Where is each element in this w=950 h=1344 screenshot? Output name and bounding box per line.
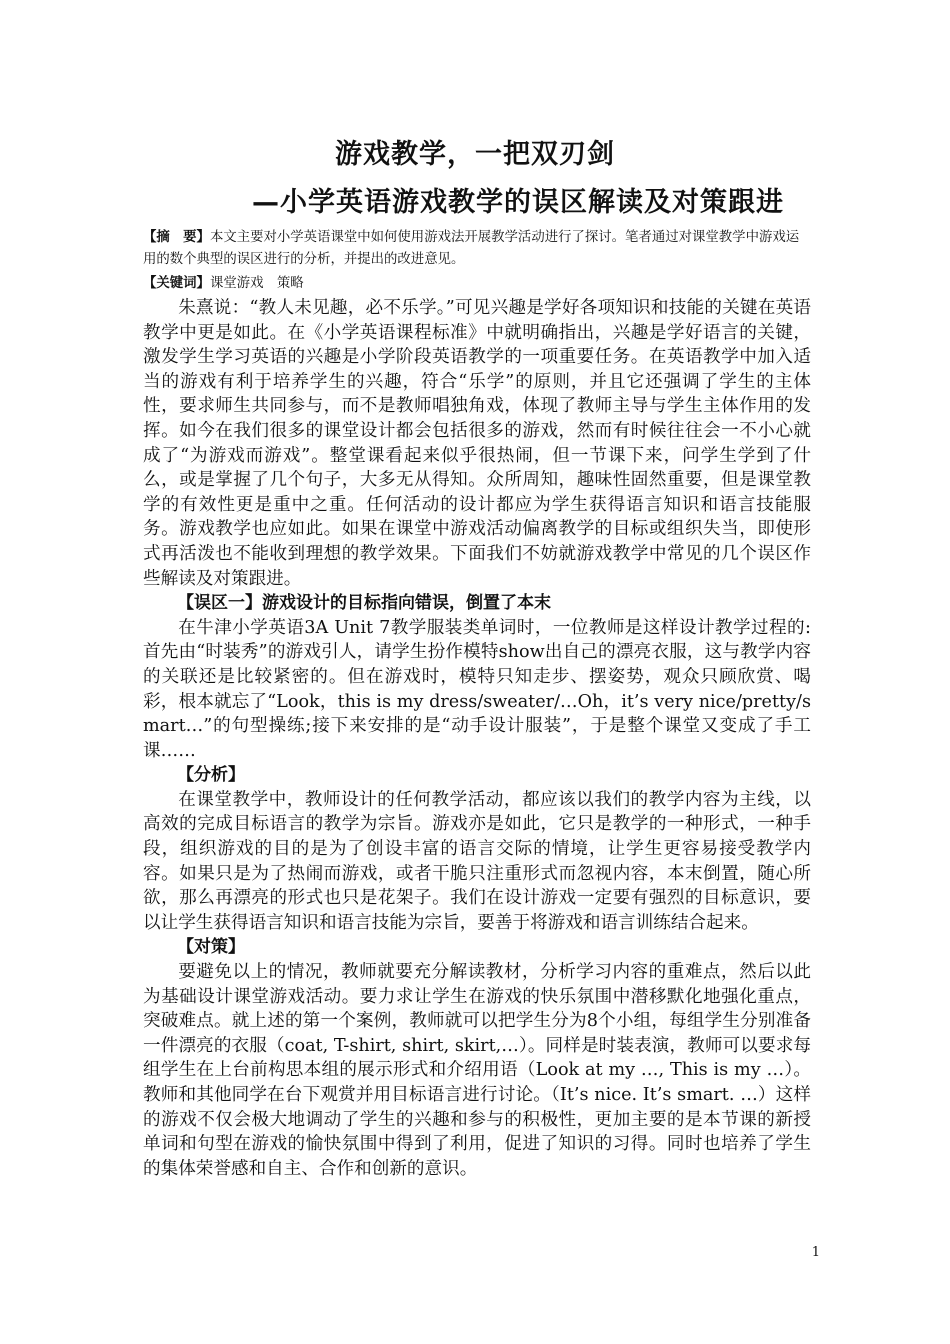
strategy-paragraph: 要避免以上的情况，教师就要充分解读教材，分析学习内容的重难点，然后以此为基础设计课堂游戏活动。要力求让学生在游戏的快乐氛围中潜移默化地强化重点，突破难点。就上述的第一个案例，教师就可以把学生分为8个小组，每组学生分别准备一件漂亮的衣服（coat, T-shirt, shirt, skirt,…）。同样是时装表演，教师可以要求每组学生在上台前构思本组的展示形式和介绍用语（Look at my …, This is my …）。教师和其他同学在台下观赏并用目标语言进行讨论。（It’s nice. It’s smart. …）这样的游戏不仅会极大地调动了学生的兴趣和参与的积极性，更加主要的是本节课的新授单词和句型在游戏的愉快氛围中得到了利用，促进了知识的习得。同时也培养了学生的集体荣誉感和自主、合作和创新的意识。	[143, 962, 811, 1179]
page-number: 1	[811, 1245, 820, 1260]
document-title: 游戏教学，一把双刃剑	[335, 139, 615, 170]
keywords-label: 【关键词】	[143, 275, 210, 291]
analysis-paragraph: 在课堂教学中，教师设计的任何教学活动，都应该以我们的教学内容为主线，以高效的完成目标语言的教学为宗旨。游戏亦是如此，它只是教学的一种形式，一种手段，组织游戏的目的是为了创设丰富的语言交际的情境，让学生更容易接受教学内容。如果只是为了热闹而游戏，或者干脆只注重形式而忽视内容，本末倒置，随心所欲，那么再漂亮的形式也只是花架子。我们在设计游戏一定要有强烈的目标意识，要以让学生获得语言知识和语言技能为宗旨，要善于将游戏和语言训练结合起来。	[143, 789, 811, 933]
abstract-text: 本文主要对小学英语课堂中如何使用游戏法开展教学活动进行了探讨。笔者通过对课堂教学中游戏运用的数个典型的误区进行的分析，并提出的改进意见。	[143, 230, 800, 267]
intro-paragraph: 朱熹说：“教人未见趣，必不乐学。”可见兴趣是学好各项知识和技能的关键在英语教学中更是如此。在《小学英语课程标准》中就明确指出，兴趣是学好语言的关键，激发学生学习英语的兴趣是小学阶段英语教学的一项重要任务。在英语教学中加入适当的游戏有利于培养学生的兴趣，符合“乐学”的原则，并且它还强调了学生的主体性，要求师生共同参与，而不是教师唱独角戏，体现了教师主导与学生主体作用的发挥。如今在我们很多的课堂设计都会包括很多的游戏，然而有时候往往会一不小心就成了“为游戏而游戏”。整堂课看起来似乎很热闹，但一节课下来，问学生学到了什么，或是掌握了几个句子，大多无从得知。众所周知，趣味性固然重要，但是课堂教学的有效性更是重中之重。任何活动的设计都应为学生获得语言知识和语言技能服务。游戏教学也应如此。如果在课堂中游戏活动偏离教学的目标或组织失当，即使形式再活泼也不能收到理想的教学效果。下面我们不妨就游戏教学中常见的几个误区作些解读及对策跟进。	[143, 298, 811, 589]
section1-paragraph: 在牛津小学英语3A Unit 7教学服装类单词时，一位教师是这样设计教学过程的:首先由“时装秀”的游戏引人，请学生扮作模特show出自己的漂亮衣服，这与教学内容的关联还是比较紧密的。但在游戏时，模特只知走步、摆姿势，观众只顾欣赏、喝彩，根本就忘了“Look，this is my dress/sweater/…Oh，it’s very nice/pretty/smart…”的句型操练;接下来安排的是“动手设计服装”，于是整个课堂又变成了手工课……	[143, 617, 811, 761]
analysis-heading: 【分析】	[177, 765, 245, 786]
keywords	[143, 272, 811, 295]
body-text	[143, 296, 811, 1181]
keywords-text: 课堂游戏 策略	[209, 276, 304, 291]
document-subtitle: —小学英语游戏教学的误区解读及对策跟进	[252, 187, 784, 218]
abstract	[143, 226, 811, 271]
strategy-heading: 【对策】	[177, 937, 245, 958]
section1-heading: 【误区一】游戏设计的目标指向错误，倒置了本末	[177, 593, 551, 614]
abstract-label: 【摘 要】	[143, 229, 210, 245]
